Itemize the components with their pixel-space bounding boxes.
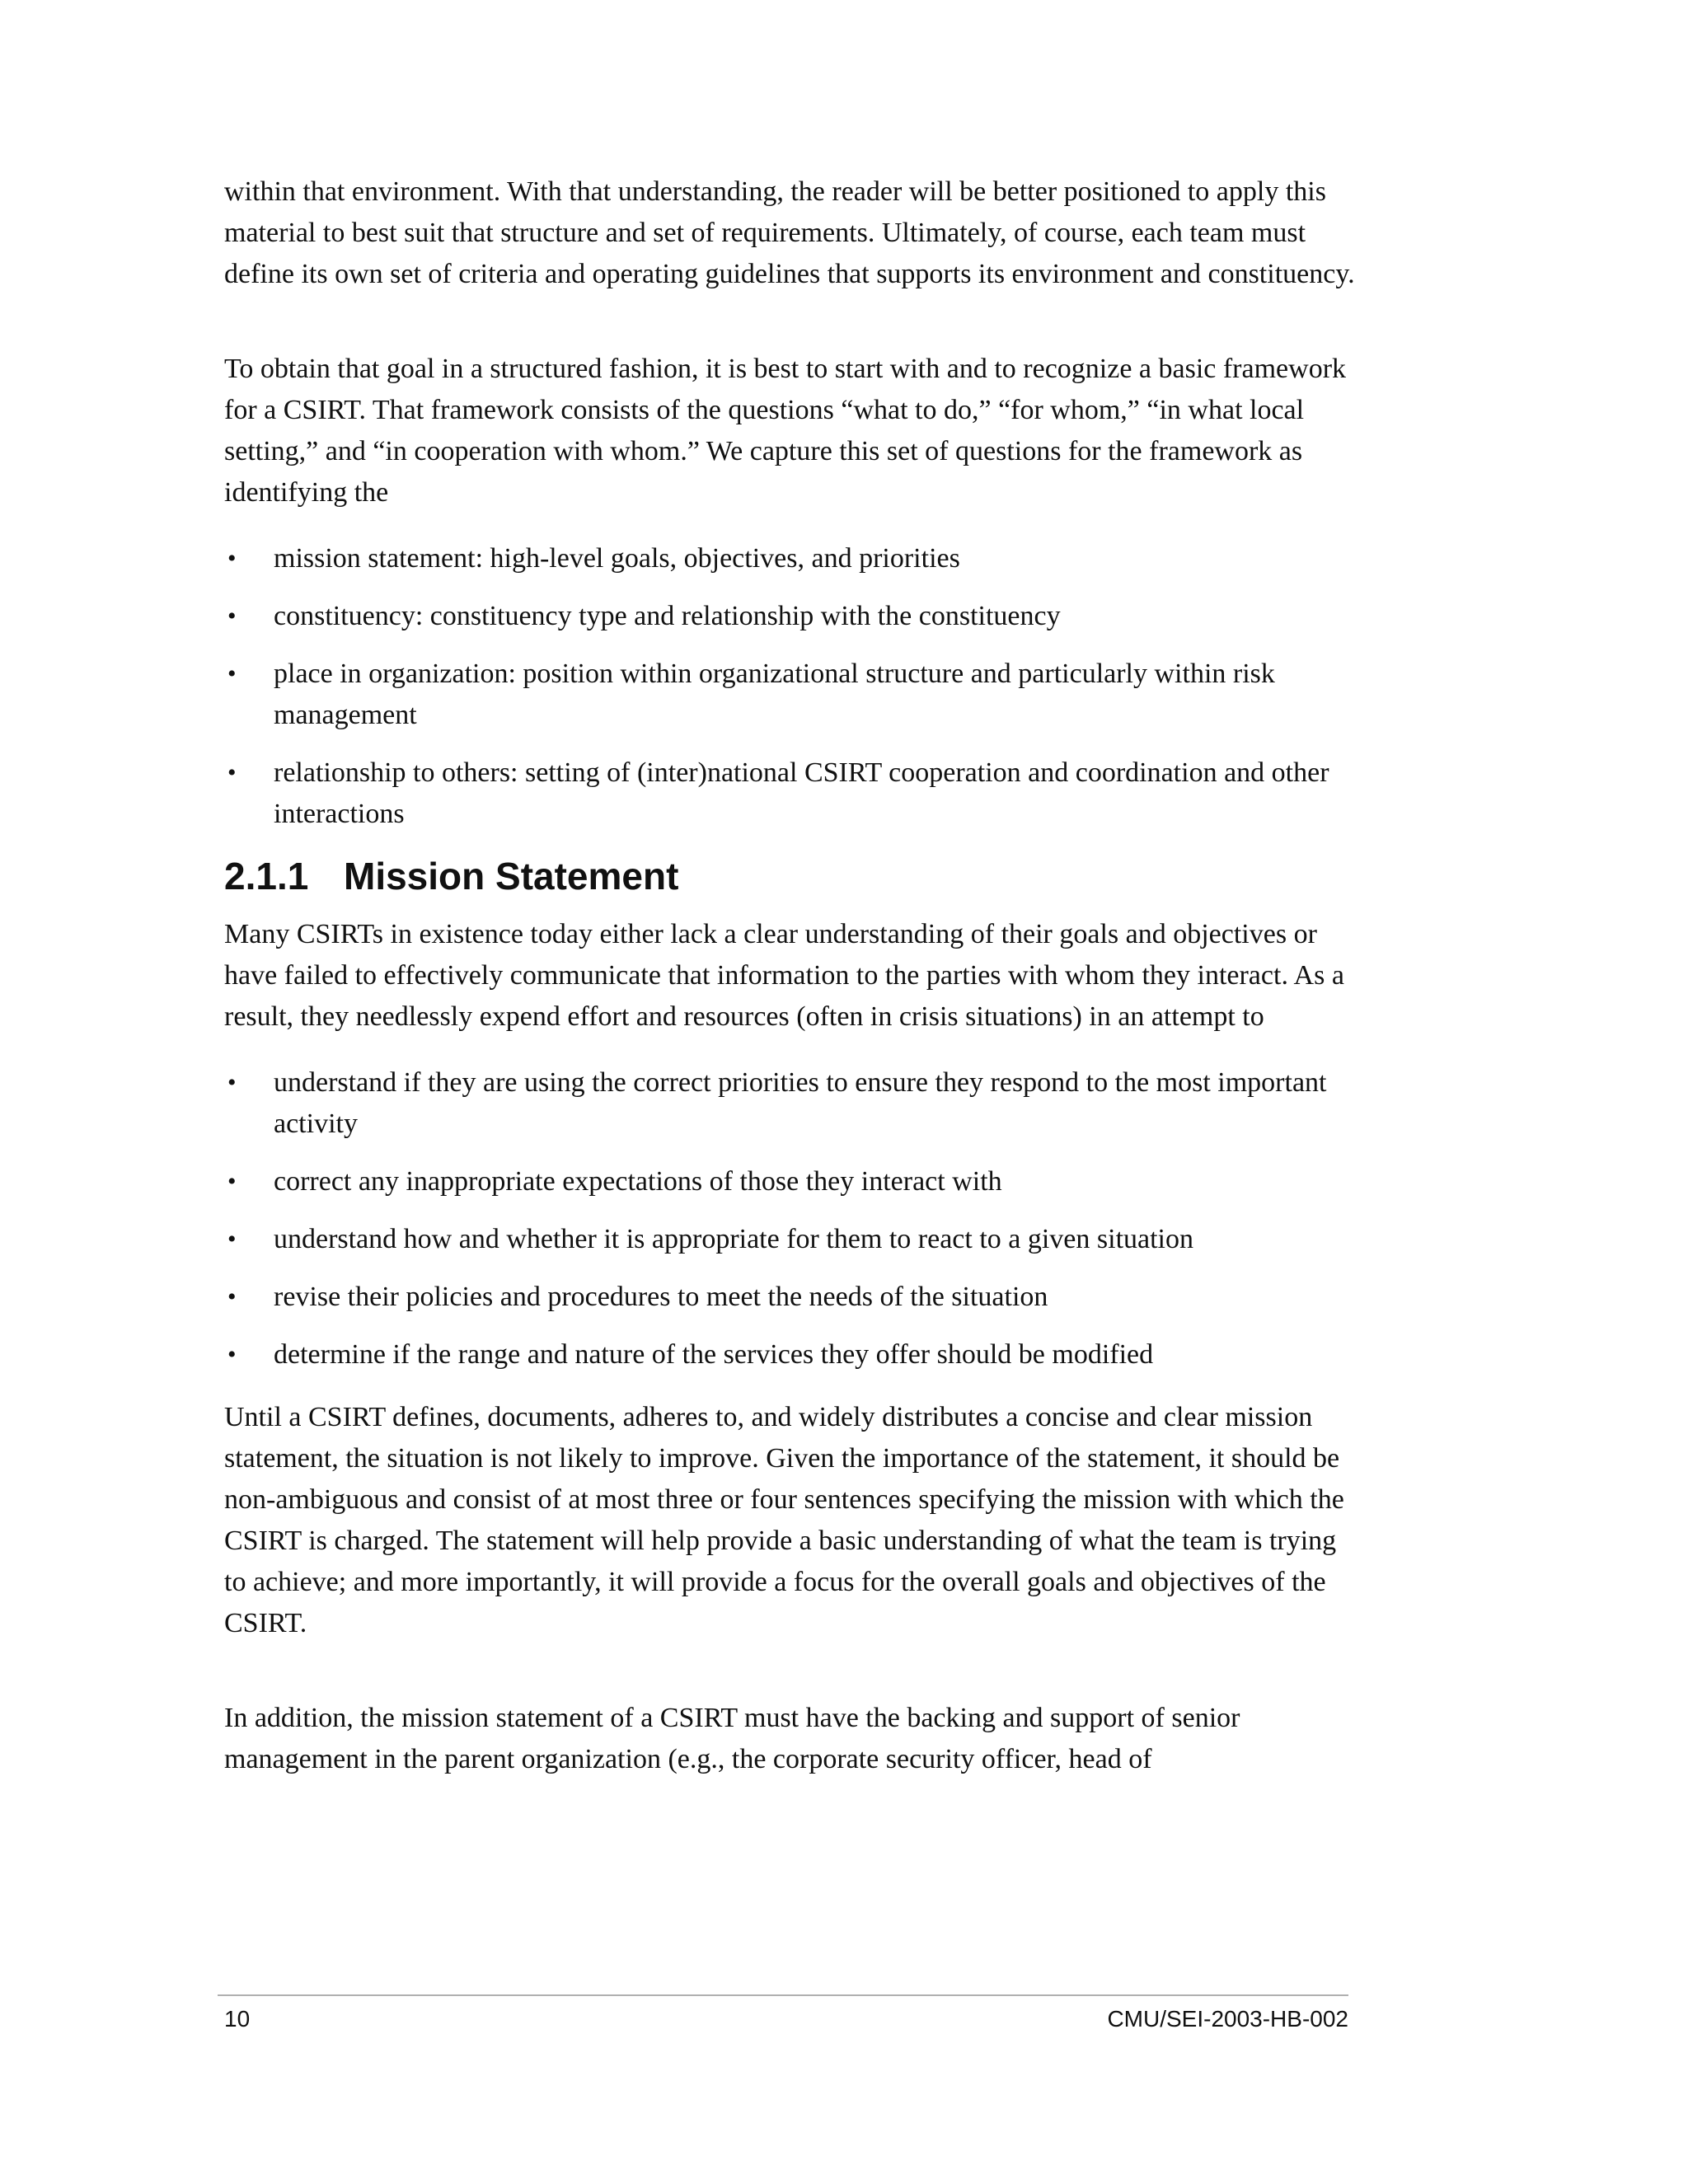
framework-bullet-list — [224, 538, 1365, 835]
list-item-text: mission statement: high-level goals, objectives, and priorities — [274, 543, 960, 574]
paragraph-intro-continuation: within that environment. With that understanding, the reader will be better positioned to apply this material to best suit that structure and set of requirements. Ultimately, of course, each team must define its own set of criteria and operating guidelines that supports its environment and constituency. — [224, 176, 1355, 289]
list-item — [224, 538, 1365, 579]
list-item — [224, 654, 1365, 736]
list-item — [224, 752, 1365, 835]
list-item — [224, 1277, 1365, 1318]
paragraph-mission-until: Until a CSIRT defines, documents, adheres to, and widely distributes a concise and clear mission statement, the situation is not likely to improve. Given the importance of the statement, it should be non-ambiguous and consist of at most three or four sentences specifying the mission with which the CSIRT is charged. The statement will help provide a basic understanding of what the team is trying to achieve; and more importantly, it will provide a focus for the overall goals and objectives of the CSIRT. — [224, 1402, 1344, 1638]
bullet-icon: • — [227, 759, 237, 786]
paragraph-mission-addition: In addition, the mission statement of a CSIRT must have the backing and support of senior management in the parent organization (e.g., the corporate security officer, head of — [224, 1703, 1240, 1774]
list-item-text: determine if the range and nature of the services they offer should be modified — [274, 1339, 1154, 1370]
list-item-text: understand how and whether it is appropriate for them to react to a given situation — [274, 1224, 1194, 1254]
bullet-icon: • — [227, 1069, 237, 1096]
bullet-icon: • — [227, 545, 237, 572]
list-item — [224, 1334, 1365, 1376]
list-item-text: constituency: constituency type and relationship with the constituency — [274, 601, 1061, 631]
bullet-icon: • — [227, 1226, 237, 1253]
list-item — [224, 1062, 1365, 1145]
bullet-icon: • — [227, 602, 237, 630]
paragraph-framework: To obtain that goal in a structured fashion, it is best to start with and to recognize a basic framework for a CSIRT. That framework consists of the questions “what to do,” “for whom,” “in what local setting,” and “in cooperation with whom.” We capture this set of questions for the framework as identifying the — [224, 354, 1347, 508]
list-item-text: understand if they are using the correct priorities to ensure they respond to the most important activity — [274, 1067, 1327, 1139]
list-item-text: correct any inappropriate expectations of those they interact with — [274, 1166, 1002, 1197]
document-id: CMU/SEI-2003-HB-002 — [1107, 2006, 1348, 2032]
list-item — [224, 1219, 1365, 1260]
page-body — [224, 171, 1365, 1780]
list-item — [224, 1161, 1365, 1202]
bullet-icon: • — [227, 1341, 237, 1368]
section-title: Mission Statement — [344, 855, 679, 898]
bullet-icon: • — [227, 1283, 237, 1310]
section-number: 2.1.1 — [224, 855, 309, 898]
list-item-text: relationship to others: setting of (inter)national CSIRT cooperation and coordination and other interactions — [274, 757, 1329, 829]
list-item — [224, 596, 1365, 637]
footer-divider — [218, 1994, 1348, 1996]
section-heading — [224, 853, 1365, 899]
list-item-text: place in organization: position within organizational structure and particularly within risk management — [274, 658, 1275, 730]
list-item-text: revise their policies and procedures to meet the needs of the situation — [274, 1282, 1048, 1312]
bullet-icon: • — [227, 660, 237, 687]
page-number: 10 — [224, 2006, 251, 2032]
paragraph-mission-intro: Many CSIRTs in existence today either lack a clear understanding of their goals and objectives or have failed to effectively communicate that information to the parties with whom they interact. As a result, they needlessly expend effort and resources (often in crisis situations) in an attempt to — [224, 919, 1344, 1032]
bullet-icon: • — [227, 1168, 237, 1195]
mission-bullet-list — [224, 1062, 1365, 1376]
